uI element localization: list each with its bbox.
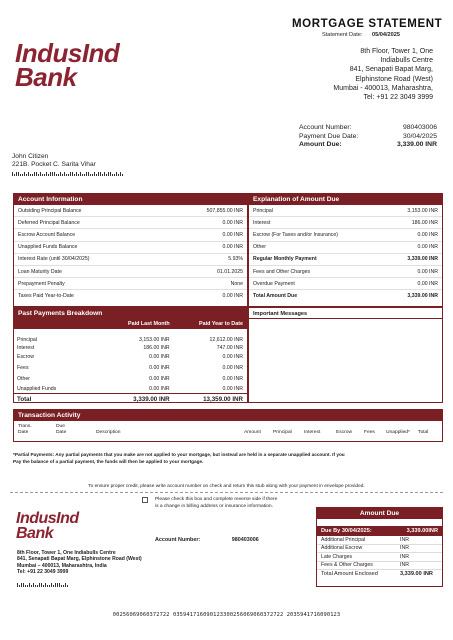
barcode-bar	[100, 172, 101, 176]
account-summary	[299, 124, 437, 150]
past-payment-row: Interest 186.00 INR 747.00 INR	[17, 344, 243, 351]
micr-line: 00256069060372722 035941716090123300256069060372722 2035941716090123	[112, 612, 341, 618]
barcode-bar	[35, 585, 36, 587]
barcode-bar	[104, 172, 105, 176]
barcode-bar	[62, 174, 63, 176]
address-change-note: Please check this box and complete reverse side if there is a change in billing address or insurance information.	[155, 497, 278, 509]
barcode-bar	[112, 174, 113, 176]
account-information-panel	[13, 193, 248, 307]
barcode-bar	[31, 585, 32, 587]
stub-amount-due-box	[316, 507, 443, 587]
barcode-bar	[30, 174, 31, 176]
barcode-bar	[74, 174, 75, 176]
explanation-row: Fees and Other Charges 0.00 INR	[249, 266, 442, 278]
barcode-bar	[68, 174, 69, 176]
barcode-bar	[65, 583, 66, 587]
barcode-bar	[70, 172, 71, 176]
barcode-bar	[122, 174, 123, 176]
address-change-checkbox[interactable]	[142, 497, 148, 503]
col-amount: Amount	[244, 429, 261, 435]
barcode-bar	[82, 174, 83, 176]
barcode-bar	[51, 583, 52, 587]
account-information-rows	[14, 205, 247, 303]
col-principal: Principal	[273, 429, 292, 435]
barcode-bar	[72, 172, 73, 176]
stub-input-row[interactable]: Additional Principal INR	[317, 536, 442, 545]
customer-address	[12, 153, 96, 169]
barcode-bar	[61, 585, 62, 587]
past-payment-row: Principal 3,153.00 INR 12,612.00 INR	[17, 336, 243, 343]
barcode-bar	[40, 172, 41, 176]
barcode-bar	[23, 583, 24, 587]
barcode-bar	[38, 174, 39, 176]
col-fees: Fees	[364, 429, 375, 435]
barcode-bar	[37, 585, 38, 587]
customer-street: 221B. Pocket C. Sarita Vihar	[12, 161, 96, 168]
past-payment-row: Other 0.00 INR 0.00 INR	[17, 375, 243, 382]
barcode-bar	[32, 174, 33, 176]
barcode-bar	[49, 585, 50, 587]
col-escrow: Escrow	[336, 429, 353, 435]
col-unapplied: Unapplied*	[386, 429, 410, 435]
past-payments-panel	[13, 307, 248, 403]
stub-bank-logo: IndusInd Bank	[16, 510, 79, 542]
barcode-bar	[54, 172, 55, 176]
customer-name: John Citizen	[12, 153, 49, 160]
partial-payments-note: *Partial Payments: Any partial payments that you make are not applied to your mortgage, but instead are held in a separate unapplied account. If you Pay the balance of a partial payment, the funds will then be applied to your mortgage.	[13, 452, 345, 464]
explanation-row: Overdue Payment 0.00 INR	[249, 278, 442, 290]
info-row: Interest Rate (until 30/04/2025) 5.93%	[14, 254, 247, 266]
info-row: Outsiding Principal Balance 507,855.00 INR	[14, 205, 247, 217]
stub-postal-barcode	[17, 583, 68, 587]
col-paid-ytd: Paid Year to Date	[199, 321, 243, 327]
barcode-bar	[21, 583, 22, 587]
barcode-bar	[106, 174, 107, 176]
barcode-bar	[41, 583, 42, 587]
statement-date: Statement Date: 05/04/2025	[322, 32, 400, 38]
explanation-row-total: Total Amount Due 3,339.00 INR	[253, 293, 438, 300]
barcode-bar	[92, 174, 93, 176]
bank-address: 8th Floor, Tower 1, One Indiabulls Centre 841, Senapati Bapat Marg, Elphinstone Road (West) Mumbai - 400013, Maharashtra, Tel: +91 22 3049 3999	[333, 48, 433, 102]
barcode-bar	[25, 585, 26, 587]
info-row: Prepayment Penalty None	[14, 278, 247, 290]
col-description: Description	[96, 429, 121, 435]
info-row: Deferred Principal Balance 0.00 INR	[14, 217, 247, 229]
bank-logo: IndusInd Bank	[15, 38, 120, 92]
stub-input-row[interactable]: Late Charges INR	[317, 553, 442, 562]
stub-input-row[interactable]: Fees & Other Charges INR	[317, 562, 442, 571]
col-paid-last-month: Paid Last Month	[127, 321, 170, 327]
barcode-bar	[114, 174, 115, 176]
barcode-bar	[47, 585, 48, 587]
past-payments-heading: Past Payments Breakdown	[14, 308, 247, 319]
barcode-bar	[39, 583, 40, 587]
barcode-bar	[48, 174, 49, 176]
barcode-bar	[60, 172, 61, 176]
barcode-bar	[90, 174, 91, 176]
stub-total-enclosed-row[interactable]: Total Amount Enclosed 3,339.00 INR	[321, 571, 433, 578]
barcode-bar	[55, 583, 56, 587]
explanation-row: Principal 3,153.00 INR	[249, 205, 442, 217]
transaction-activity-heading: Transaction Activity	[14, 410, 442, 421]
explanation-panel	[248, 193, 443, 307]
barcode-bar	[110, 172, 111, 176]
barcode-bar	[52, 172, 53, 176]
barcode-bar	[64, 172, 65, 176]
stub-due-by-row: Due By 30/04/2025: 3,339.00INR	[317, 526, 442, 536]
info-row: Escrow Account Balance 0.00 INR	[14, 229, 247, 241]
barcode-bar	[42, 174, 43, 176]
barcode-bar	[88, 172, 89, 176]
barcode-bar	[34, 172, 35, 176]
stub-instruction: To ensure proper credit, please write account number on check and return this stub along with your payment in envelope provided.	[88, 484, 365, 489]
barcode-bar	[27, 585, 28, 587]
barcode-bar	[86, 172, 87, 176]
amount-due-row: Amount Due: 3,339.00 INR	[299, 141, 437, 148]
barcode-bar	[108, 172, 109, 176]
barcode-bar	[63, 585, 64, 587]
barcode-bar	[102, 174, 103, 176]
explanation-row: Interest 186.00 INR	[249, 217, 442, 229]
barcode-bar	[20, 174, 21, 176]
col-due-date: Due Date	[56, 424, 67, 435]
past-payment-row: Fees 0.00 INR 0.00 INR	[17, 364, 243, 371]
barcode-bar	[96, 174, 97, 176]
past-payments-columns	[14, 319, 247, 329]
important-messages-panel	[248, 307, 443, 403]
stub-bank-address: 8th Floor, Tower 1, One Indiabulls Centre 841, Senapati Bapat Marg, Elphinstone Road (West) Mumbai – 400013, Maharashtra, India Tel: +91 22 3049 3999	[17, 550, 142, 576]
col-total: Total	[418, 429, 429, 435]
payment-due-date-row: Payment Due Date: 30/04/2025	[299, 132, 437, 140]
barcode-bar	[28, 172, 29, 176]
col-trans-date: Trans. Date	[18, 424, 32, 435]
account-information-heading: Account Information	[14, 194, 247, 205]
explanation-row: Escrow (For Taxes and/or Insurance) 0.00 INR	[249, 229, 442, 241]
barcode-bar	[22, 174, 23, 176]
barcode-bar	[80, 172, 81, 176]
barcode-bar	[66, 174, 67, 176]
barcode-bar	[46, 172, 47, 176]
info-row: Unapplied Funds Balance 0.00 INR	[14, 242, 247, 254]
barcode-bar	[57, 583, 58, 587]
barcode-bar	[36, 172, 37, 176]
stub-amount-due-heading: Amount Due	[317, 508, 442, 519]
barcode-bar	[84, 174, 85, 176]
past-payments-total: Total 3,339.00 INR 13,359.00 INR	[14, 393, 247, 404]
barcode-bar	[120, 172, 121, 176]
account-number-row: Account Number: 980403006	[299, 124, 437, 131]
barcode-bar	[33, 583, 34, 587]
barcode-bar	[44, 174, 45, 176]
barcode-bar	[26, 174, 27, 176]
info-row: Loan Maturity Date 01.01.2025	[14, 266, 247, 278]
transaction-activity-panel	[13, 409, 443, 442]
barcode-bar	[50, 172, 51, 176]
barcode-bar	[24, 172, 25, 176]
statement-title: MORTGAGE STATEMENT	[292, 18, 443, 30]
stub-input-row[interactable]: Additional Escrow INR	[317, 545, 442, 554]
postal-barcode	[12, 172, 123, 176]
barcode-bar	[78, 174, 79, 176]
info-row: Taxes Paid Year-to-Date 0.00 INR	[18, 293, 243, 300]
barcode-bar	[56, 174, 57, 176]
transaction-columns	[14, 421, 442, 439]
barcode-bar	[59, 583, 60, 587]
barcode-bar	[12, 172, 13, 176]
important-messages-heading: Important Messages	[249, 308, 442, 319]
barcode-bar	[116, 172, 117, 176]
explanation-heading: Explanation of Amount Due	[249, 194, 442, 205]
barcode-bar	[67, 585, 68, 587]
barcode-bar	[98, 172, 99, 176]
past-payment-row: Escrow 0.00 INR 0.00 INR	[17, 353, 243, 360]
barcode-bar	[58, 174, 59, 176]
barcode-bar	[76, 172, 77, 176]
barcode-bar	[18, 172, 19, 176]
cut-line	[10, 492, 443, 493]
explanation-row: Other 0.00 INR	[249, 242, 442, 254]
col-interest: Interest	[304, 429, 321, 435]
barcode-bar	[14, 174, 15, 176]
barcode-bar	[19, 585, 20, 587]
barcode-bar	[94, 172, 95, 176]
stub-account-number: Account Number: 980403006	[155, 537, 259, 543]
barcode-bar	[43, 585, 44, 587]
barcode-bar	[45, 583, 46, 587]
barcode-bar	[118, 174, 119, 176]
barcode-bar	[16, 172, 17, 176]
barcode-bar	[53, 585, 54, 587]
explanation-row-regular-payment: Regular Monthly Payment 3,339.00 INR	[249, 254, 442, 266]
barcode-bar	[17, 583, 18, 587]
past-payment-row: Unapplied Funds 0.00 INR 0.00 INR	[17, 385, 243, 392]
barcode-bar	[29, 583, 30, 587]
